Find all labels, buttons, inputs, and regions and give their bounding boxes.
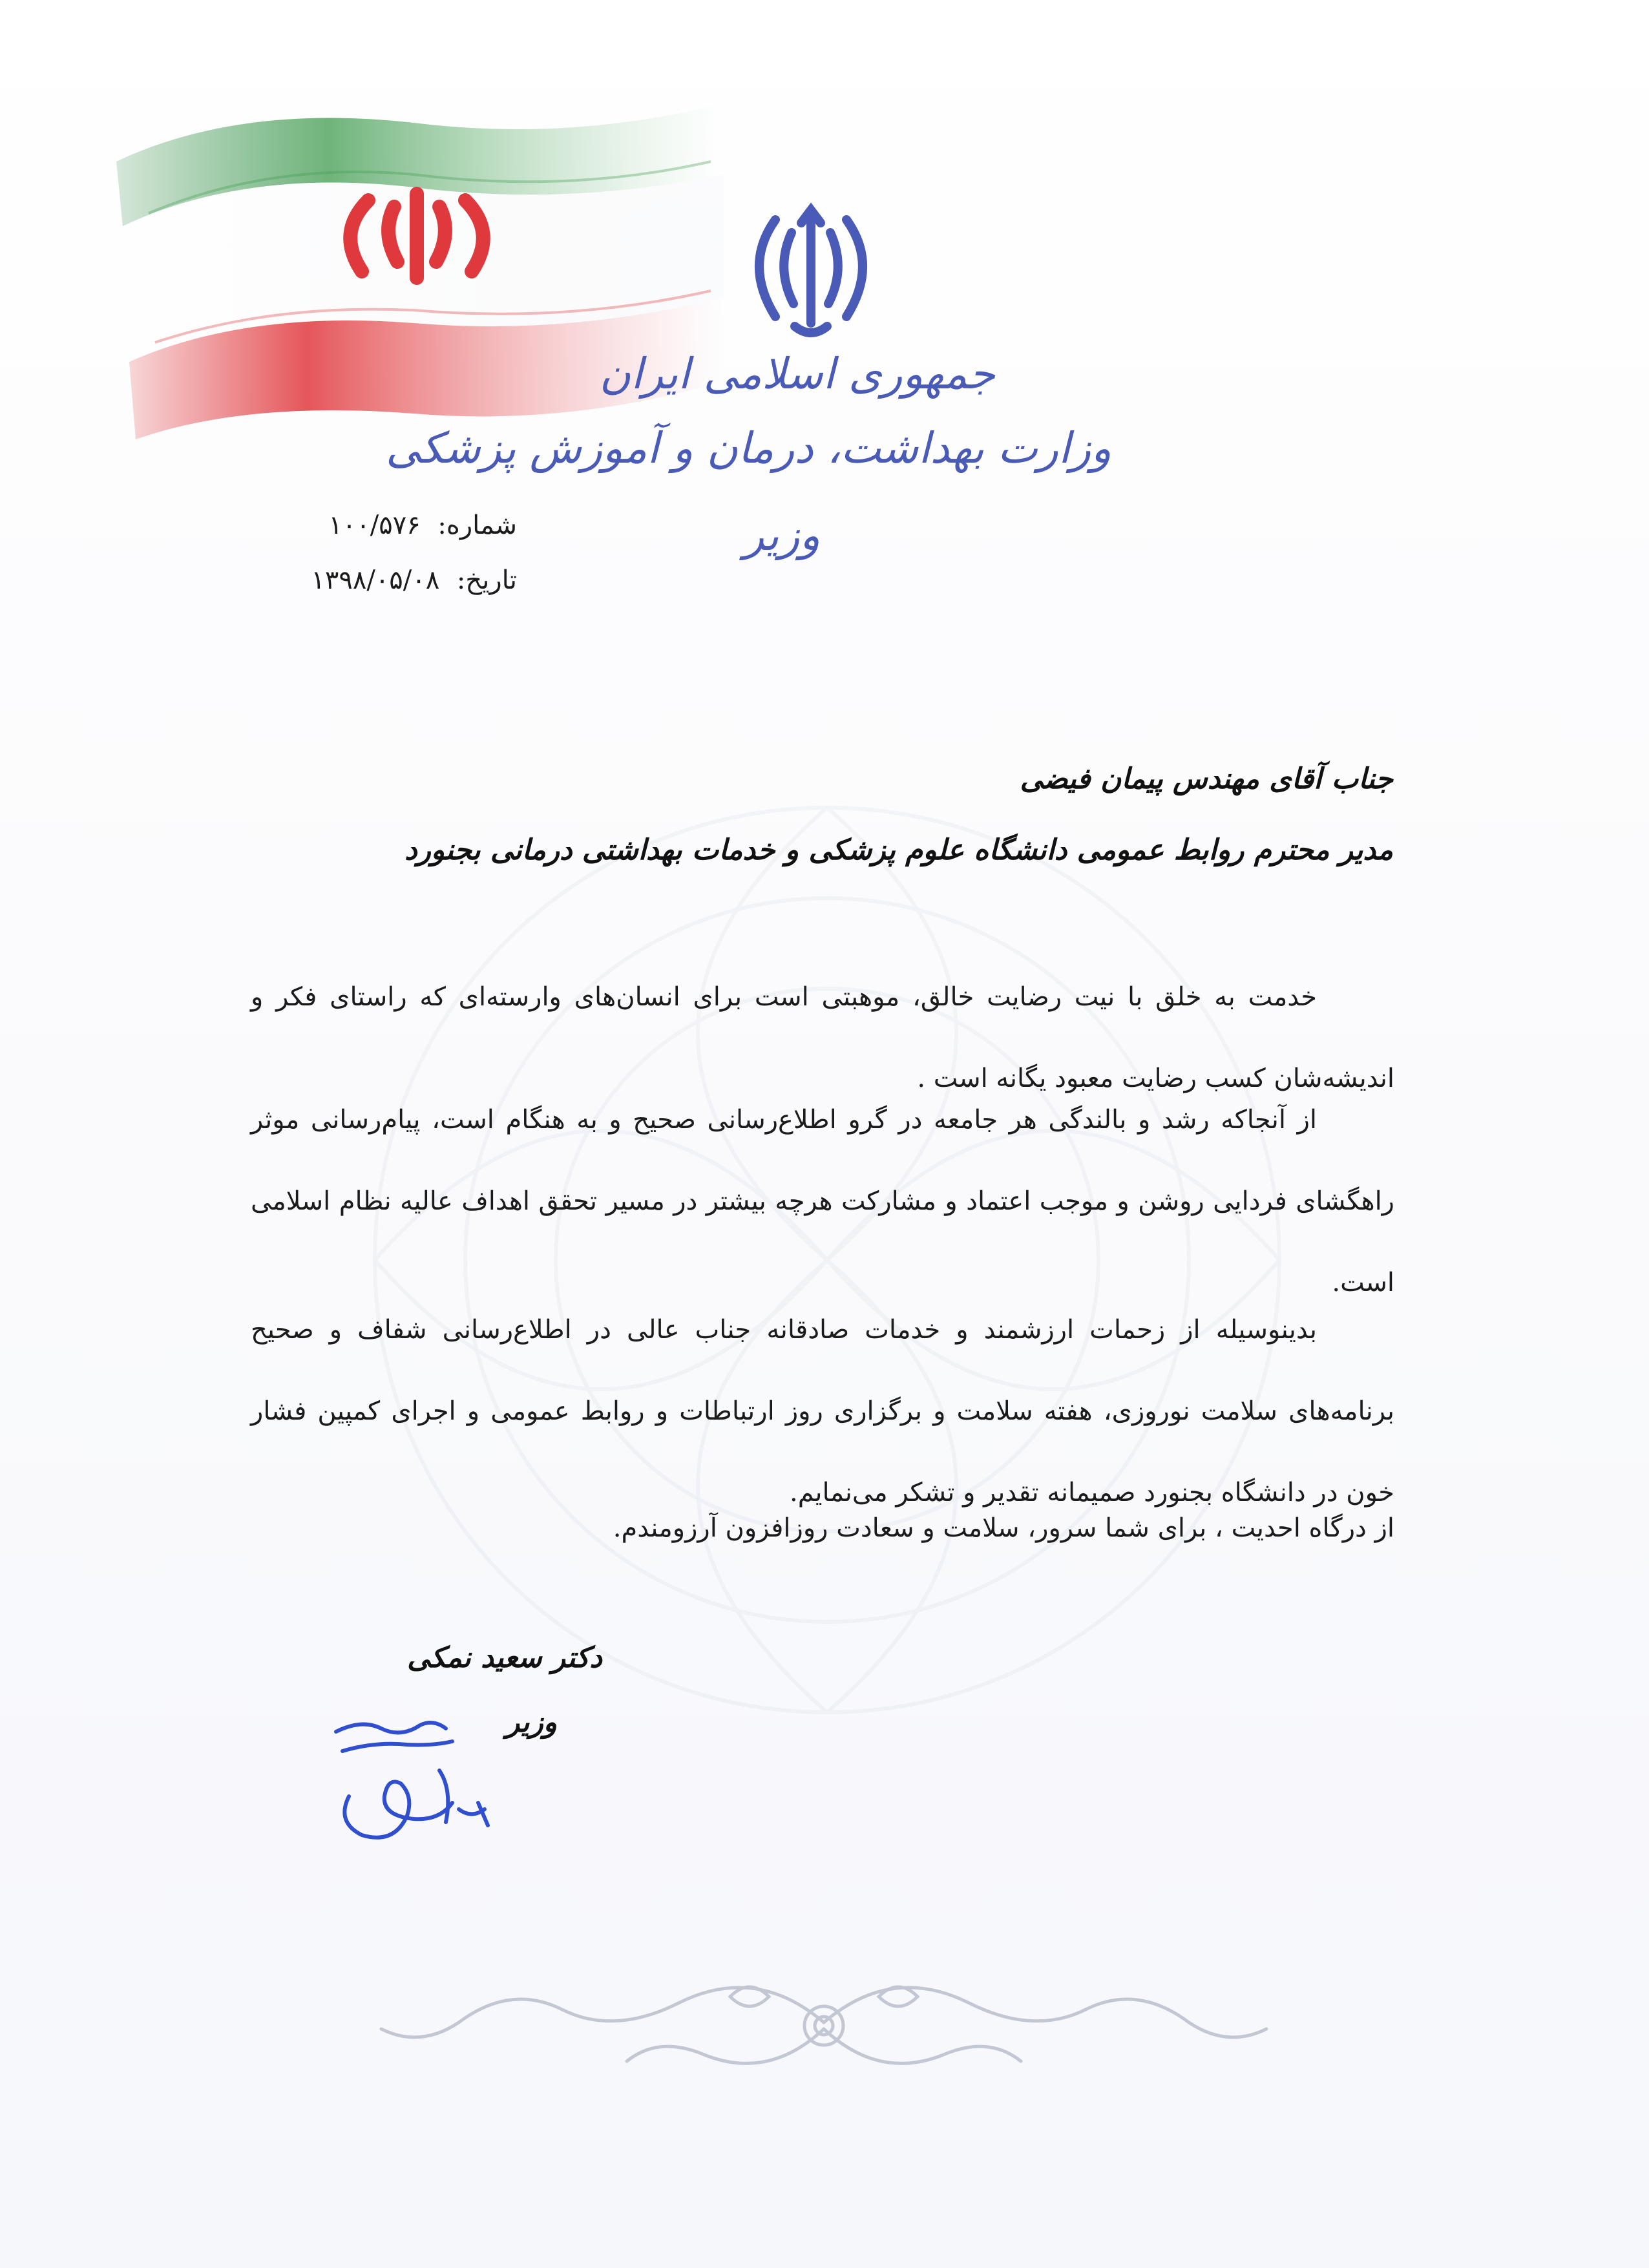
- date-value: ۱۳۹۸/۰۵/۰۸: [311, 565, 440, 595]
- ministry-title: وزارت بهداشت، درمان و آموزش پزشکی: [386, 423, 1111, 473]
- decorative-ornament: [368, 1951, 1279, 2100]
- letter-date: [284, 565, 517, 595]
- number-value: ۱۰۰/۵۷۶: [328, 510, 421, 540]
- recipient-name: جناب آقای مهندس پیمان فیضی: [1020, 762, 1393, 795]
- recipient-title: مدیر محترم روابط عمومی دانشگاه علوم پزشکی و خدمات بهداشتی درمانی بجنورد: [404, 834, 1393, 866]
- handwritten-signature: [323, 1706, 517, 1848]
- signer-title: وزیر: [505, 1706, 557, 1739]
- signer-name: دکتر سعید نمکی: [407, 1641, 602, 1674]
- body-paragraph-4: از درگاه احدیت ، برای شما سرور، سلامت و سعادت روزافزون آرزومندم.: [613, 1513, 1394, 1543]
- country-title: جمهوری اسلامی ایران: [599, 349, 995, 399]
- body-paragraph-3: بدینوسیله از زحمات ارزشمند و خدمات صادقانه جناب عالی در اطلاع‌رسانی شفاف و صحیح برنامه‌های سلامت نوروزی، هفته سلامت و برگزاری روز ارتباطات و روابط عمومی و اجرای کمپین فشار خون در دانشگاه بجنورد صمیمانه تقدیر و تشکر می‌نمایم.: [251, 1315, 1394, 1507]
- national-emblem-icon: [730, 194, 892, 349]
- minister-header-title: وزیر: [743, 510, 821, 560]
- body-paragraph-1: خدمت به خلق با نیت رضایت خالق، موهبتی است برای انسان‌های وارسته‌ای که راستای فکر و اندیشه‌شان کسب رضایت معبود یگانه است .: [251, 982, 1394, 1093]
- body-paragraph-2: از آنجاکه رشد و بالندگی هر جامعه در گرو اطلاع‌رسانی صحیح و به هنگام است، پیام‌رسانی موثر راهگشای فردایی روشن و موجب اعتماد و مشارکت هرچه بیشتر در مسیر تحقق اهداف عالیه نظام اسلامی است.: [251, 1105, 1394, 1297]
- number-label: شماره:: [437, 510, 517, 540]
- date-label: تاریخ:: [456, 565, 517, 595]
- letter-number: [284, 510, 517, 540]
